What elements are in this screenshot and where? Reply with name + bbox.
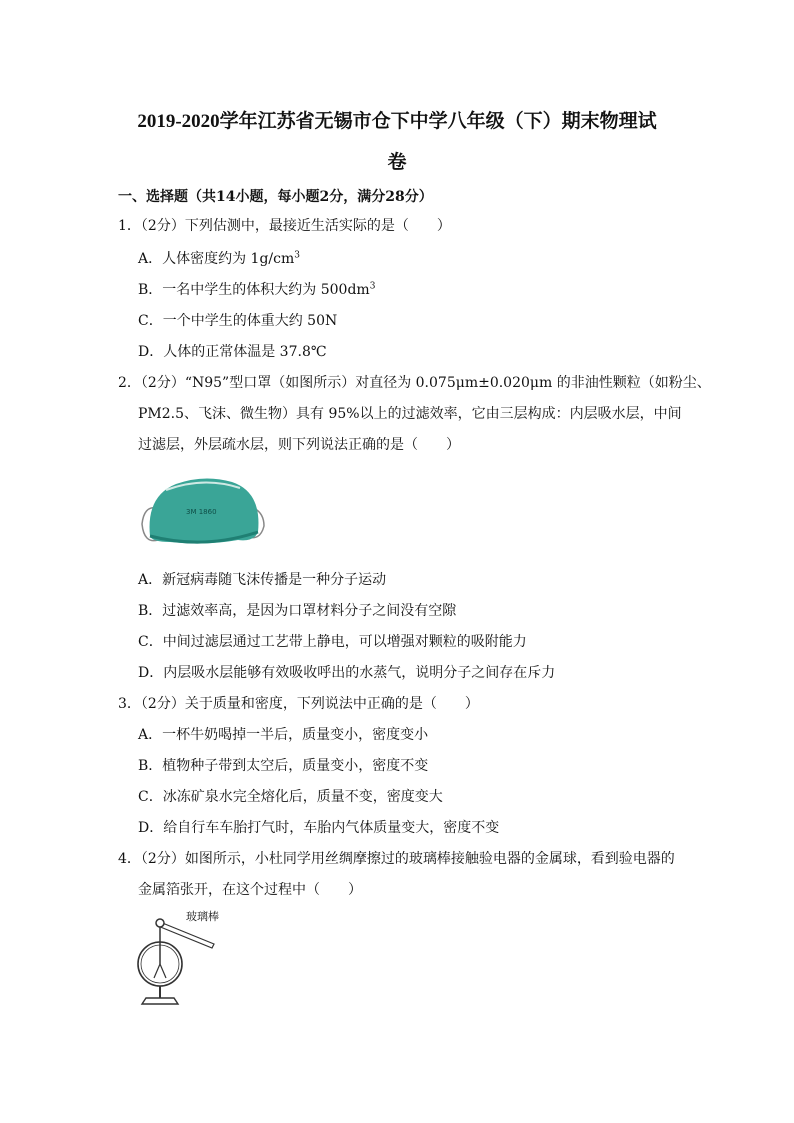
question-2-stem-line2: PM2.5、飞沫、微生物）具有 95%以上的过滤效率，它由三层构成：内层吸水层，中间 [138,406,682,422]
mask-print: 3M 1860 [186,508,217,516]
question-1-option-c: C．一个中学生的体重大约 50N [138,313,338,329]
question-2-stem: 2．（2分）“N95”型口罩（如图所示）对直径为 0.075μm±0.020μm 的非油性颗粒（如粉尘、 [118,375,711,391]
question-4-stem: 4．（2分）如图所示，小杜同学用丝绸摩擦过的玻璃棒接触验电器的金属球，看到验电器的 [118,851,675,867]
question-3-option-a: A．一杯牛奶喝掉一半后，质量变小，密度变小 [138,727,429,743]
n95-mask-figure [136,466,271,556]
page-title: 2019-2020学年江苏省无锡市仓下中学八年级（下）期末物理试 [137,111,657,132]
question-3-stem: 3．（2分）关于质量和密度，下列说法中正确的是（ ） [118,696,479,712]
question-3-option-b: B．植物种子带到太空后，质量变小，密度不变 [138,758,429,774]
question-2-option-a: A．新冠病毒随飞沫传播是一种分子运动 [138,572,387,588]
question-1-option-b: B．一名中学生的体积大约为 $500dm^3$ [138,281,376,298]
metal-foil-left [154,964,160,978]
question-2-option-d: D．内层吸水层能够有效吸收呼出的水蒸气，说明分子之间存在斥力 [138,665,556,681]
electroscope-figure [130,906,240,1011]
question-4-stem-line2: 金属箔张开，在这个过程中（ ） [138,882,362,898]
question-1-option-a: A．人体密度约为 $1g/cm^3$ [138,250,300,267]
question-1-option-d: D．人体的正常体温是 37.8℃ [138,344,327,360]
page-title-continued: 卷 [387,152,407,173]
glass-rod [158,922,214,948]
question-3-option-c: C．冰冻矿泉水完全熔化后，质量不变，密度变大 [138,789,443,805]
glass-rod-label: 玻璃棒 [186,910,219,923]
metal-foil-right [160,964,166,978]
metal-ball [156,919,164,927]
stand-base [142,998,178,1004]
question-2-option-c: C．中间过滤层通过工艺带上静电，可以增强对颗粒的吸附能力 [138,634,527,650]
question-2-option-b: B．过滤效率高，是因为口罩材料分子之间没有空隙 [138,603,457,619]
question-1-stem: 1．（2分）下列估测中，最接近生活实际的是（ ） [118,218,451,234]
section-heading: 一、选择题（共14小题，每小题2分，满分28分） [118,189,433,205]
question-3-option-d: D．给自行车车胎打气时，车胎内气体质量变大，密度不变 [138,820,500,836]
question-2-stem-line3: 过滤层，外层疏水层，则下列说法正确的是（ ） [138,437,460,453]
